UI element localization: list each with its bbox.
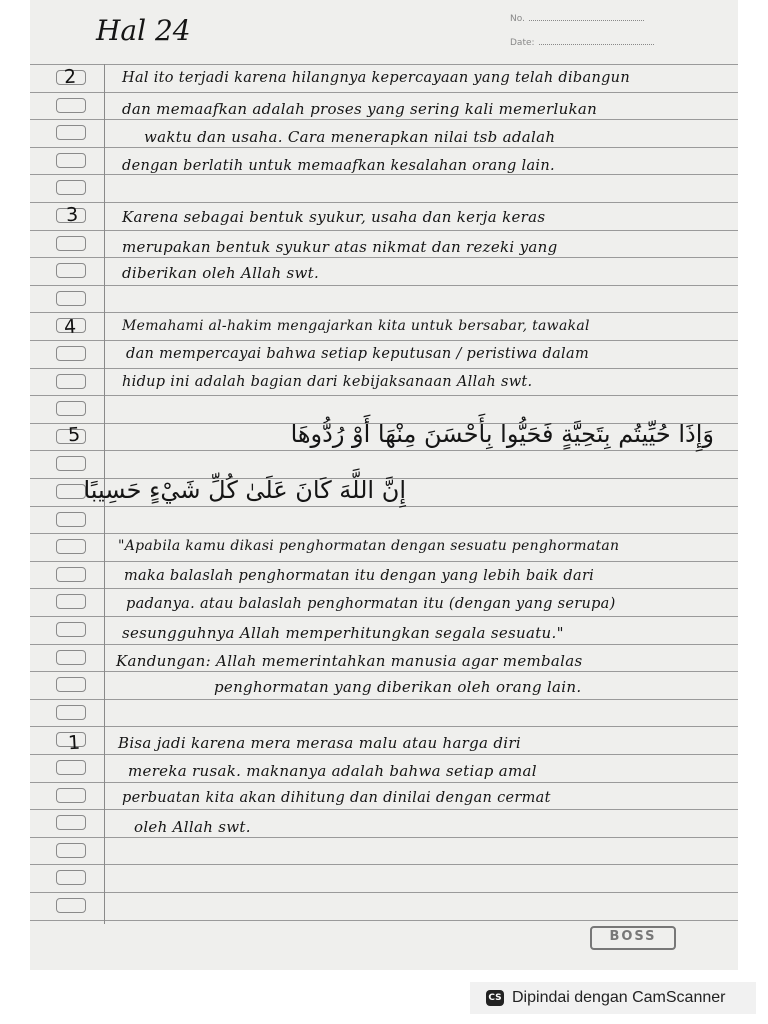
ruled-line (30, 616, 738, 617)
s2-line-2: dan memaafkan adalah proses yang sering kali memerlukan (122, 100, 598, 118)
ruled-line (30, 312, 738, 313)
s4-line-1: Memahami al-hakim mengajarkan kita untuk bersabar, tawakal (122, 318, 590, 334)
ruled-line (30, 285, 738, 286)
s2-line-4: dengan berlatih untuk memaafkan kesalahan orang lain. (122, 158, 555, 174)
notebook-page (30, 0, 738, 970)
margin-checkbox (56, 870, 86, 885)
margin-checkbox (56, 705, 86, 720)
camscanner-watermark (470, 982, 756, 1014)
margin-checkbox (56, 153, 86, 168)
s2-line-1: Hal ito terjadi karena hilangnya kepercayaan yang telah dibangun (122, 70, 630, 86)
s5-line-5: Kandungan: Allah memerintahkan manusia agar membalas (116, 652, 583, 670)
margin-checkbox (56, 98, 86, 113)
ruled-line (30, 754, 738, 755)
margin-checkbox (56, 180, 86, 195)
ruled-line (30, 450, 738, 451)
ruled-line (30, 920, 738, 921)
margin-checkbox (56, 263, 86, 278)
date-field: Date: (510, 38, 654, 48)
s1-line-3: perbuatan kita akan dihitung dan dinilai dengan cermat (122, 790, 551, 806)
arabic-verse-line-1: وَإِذَا حُيِّيتُم بِتَحِيَّةٍ فَحَيُّوا بِأَحْسَنَ مِنْهَا أَوْ رُدُّوهَا (290, 420, 714, 448)
ruled-line (30, 174, 738, 175)
margin-checkbox (56, 650, 86, 665)
margin-checkbox (56, 291, 86, 306)
ruled-line (30, 147, 738, 148)
ruled-line (30, 202, 738, 203)
page-title: Hal 24 (96, 14, 191, 47)
ruled-line (30, 368, 738, 369)
ruled-line (30, 644, 738, 645)
ruled-line (30, 340, 738, 341)
margin-checkbox (56, 401, 86, 416)
ruled-line (30, 119, 738, 120)
margin-checkbox (56, 346, 86, 361)
s1-line-1: Bisa jadi karena mera merasa malu atau harga diri (118, 734, 521, 752)
ruled-line (30, 561, 738, 562)
s1-line-4: oleh Allah swt. (134, 818, 251, 836)
margin-checkbox (56, 677, 86, 692)
ruled-line (30, 506, 738, 507)
margin-checkbox (56, 843, 86, 858)
camscanner-text: Dipindai dengan CamScanner (512, 989, 726, 1006)
s5-line-4: sesungguhnya Allah memperhitungkan segala sesuatu." (122, 624, 564, 642)
ruled-line (30, 892, 738, 893)
margin-checkbox (56, 456, 86, 471)
ruled-line (30, 230, 738, 231)
section-number-4: 4 (63, 315, 77, 339)
s2-line-3: waktu dan usaha. Cara menerapkan nilai tsb adalah (144, 128, 556, 146)
margin-checkbox (56, 374, 86, 389)
s1-line-2: mereka rusak. maknanya adalah bahwa setiap amal (128, 762, 537, 780)
ruled-line (30, 588, 738, 589)
section-number-5: 5 (67, 423, 81, 447)
margin-checkbox (56, 539, 86, 554)
ruled-line (30, 533, 738, 534)
ruled-line (30, 64, 738, 65)
s4-line-3: hidup ini adalah bagian dari kebijaksanaan Allah swt. (122, 374, 533, 390)
ruled-line (30, 837, 738, 838)
no-field: No. (510, 14, 644, 24)
s5-line-6: penghormatan yang diberikan oleh orang lain. (214, 678, 582, 696)
ruled-line (30, 699, 738, 700)
margin-checkbox (56, 125, 86, 140)
margin-checkbox (56, 622, 86, 637)
ruled-line (30, 726, 738, 727)
s3-line-1: Karena sebagai bentuk syukur, usaha dan kerja keras (122, 208, 546, 226)
ruled-line (30, 671, 738, 672)
notebook-brand-logo: BOSS (590, 926, 676, 950)
margin-checkbox (56, 484, 86, 499)
s5-line-2: maka balaslah penghormatan itu dengan yang lebih baik dari (124, 568, 595, 584)
ruled-line (30, 395, 738, 396)
ruled-line (30, 864, 738, 865)
s5-line-3: padanya. atau balaslah penghormatan itu (dengan yang serupa) (126, 596, 616, 612)
ruled-line (30, 782, 738, 783)
margin-checkbox (56, 788, 86, 803)
margin-checkbox (56, 898, 86, 913)
section-number-1: 1 (67, 731, 81, 755)
section-number-2: 2 (63, 65, 77, 89)
s4-line-2: dan mempercayai bahwa setiap keputusan / peristiwa dalam (126, 346, 589, 362)
margin-checkbox (56, 512, 86, 527)
ruled-line (30, 809, 738, 810)
margin-checkbox (56, 567, 86, 582)
margin-checkbox (56, 760, 86, 775)
section-number-3: 3 (65, 203, 79, 227)
s3-line-3: diberikan oleh Allah swt. (122, 264, 320, 282)
arabic-verse-line-2: إِنَّ اللَّهَ كَانَ عَلَىٰ كُلِّ شَيْءٍ حَسِيبًا (83, 476, 406, 504)
ruled-line (30, 257, 738, 258)
camscanner-icon: CS (486, 990, 504, 1006)
margin-checkbox (56, 594, 86, 609)
margin-checkbox (56, 815, 86, 830)
ruled-line (30, 92, 738, 93)
s3-line-2: merupakan bentuk syukur atas nikmat dan rezeki yang (122, 238, 558, 256)
s5-line-1: "Apabila kamu dikasi penghormatan dengan sesuatu penghormatan (118, 538, 620, 554)
margin-checkbox (56, 236, 86, 251)
